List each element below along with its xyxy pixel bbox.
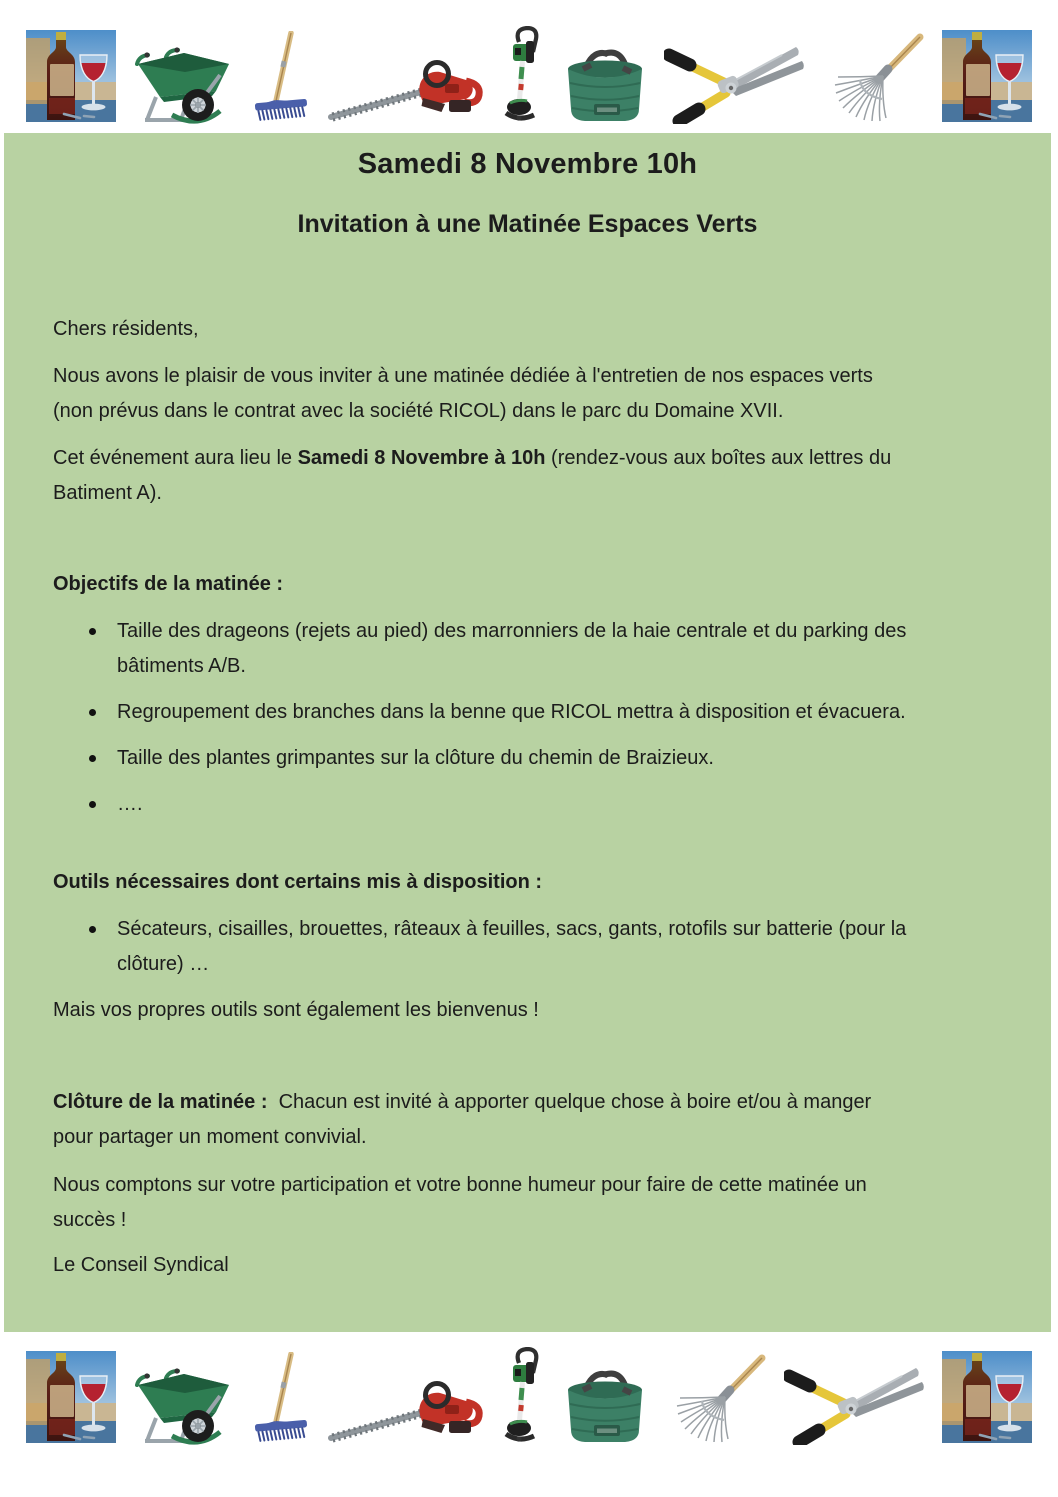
string-trimmer-icon — [501, 26, 547, 123]
text-line — [53, 1091, 871, 1113]
text-line: pour partager un moment convivial. — [53, 1126, 367, 1148]
hedge-trimmer-icon — [327, 1372, 485, 1444]
event-paragraph — [53, 441, 1002, 511]
wine-bottle-photo-icon — [26, 1351, 116, 1443]
list-item-text: Regroupement des branches dans la benne que RICOL mettra à disposition et évacuera. — [117, 701, 906, 723]
top-image-strip — [0, 0, 1058, 133]
fan-rake-icon — [822, 33, 926, 123]
wine-bottle-photo-icon — [942, 30, 1032, 122]
wheelbarrow-icon — [132, 1366, 234, 1446]
wine-bottle-photo-icon — [26, 30, 116, 122]
text-line: Mais vos propres outils sont également les bienvenus ! — [53, 999, 539, 1021]
event-subtitle: Invitation à une Matinée Espaces Verts — [297, 210, 758, 238]
garden-waste-bag-icon — [563, 1369, 647, 1445]
greeting — [53, 312, 1002, 347]
closing-paragraph — [53, 1085, 1002, 1155]
leveling-rake-icon — [251, 1352, 311, 1446]
text-line: Nous avons le plaisir de vous inviter à une matinée dédiée à l'entretien de nos espaces verts — [53, 365, 873, 387]
list-item — [89, 741, 1002, 776]
participation-paragraph — [53, 1168, 1002, 1238]
objectives-heading: Objectifs de la matinée : — [53, 573, 284, 595]
list-item-text: Taille des plantes grimpantes sur la clôture du chemin de Braizieux. — [117, 747, 714, 769]
list-item-text: …. — [117, 793, 143, 815]
list-item-text: Sécateurs, cisailles, brouettes, râteaux à feuilles, sacs, gants, rotofils sur batterie (pour la clôture) … — [117, 918, 907, 975]
hedge-shears-icon — [784, 1353, 926, 1445]
text-line: Batiment A). — [53, 482, 162, 504]
string-trimmer-icon — [501, 1347, 547, 1444]
bullet-dot-icon — [89, 755, 96, 762]
objectives-list — [53, 614, 1002, 822]
closing-tail: Chacun est invité à apporter quelque chose à boire et/ou à manger — [267, 1091, 872, 1113]
letter-body — [53, 312, 1002, 1283]
list-item — [89, 912, 1002, 982]
bullet-dot-icon — [89, 709, 96, 716]
tools-list — [53, 912, 1002, 982]
list-item — [89, 787, 1002, 822]
tools-note — [53, 993, 1002, 1028]
wine-bottle-photo-icon — [942, 1351, 1032, 1443]
list-item — [89, 695, 1002, 730]
bullet-dot-icon — [89, 628, 96, 635]
hedge-trimmer-icon — [327, 51, 485, 123]
garden-waste-bag-icon — [563, 48, 647, 124]
event-lead: Cet événement aura lieu le — [53, 447, 298, 469]
leveling-rake-icon — [251, 31, 311, 125]
text-line: (non prévus dans le contrat avec la société RICOL) dans le parc du Domaine XVII. — [53, 400, 784, 422]
fan-rake-icon — [664, 1354, 768, 1444]
signature: Le Conseil Syndical — [53, 1254, 229, 1276]
closing-bold: Clôture de la matinée : — [53, 1091, 268, 1113]
hedge-shears-icon — [664, 32, 806, 124]
bullet-dot-icon — [89, 926, 96, 933]
text-line: Chers résidents, — [53, 318, 199, 340]
bullet-dot-icon — [89, 801, 96, 808]
event-date-bold: Samedi 8 Novembre à 10h — [297, 447, 546, 469]
event-title: Samedi 8 Novembre 10h — [357, 148, 698, 180]
text-line — [53, 447, 891, 469]
text-line: succès ! — [53, 1209, 127, 1231]
content-panel — [4, 133, 1051, 1332]
list-item — [89, 614, 1002, 684]
text-line: Nous comptons sur votre participation et votre bonne humeur pour faire de cette matinée un — [53, 1174, 867, 1196]
list-item-text: Taille des drageons (rejets au pied) des marronniers de la haie centrale et du parking des bâtiments A/B. — [117, 620, 907, 677]
event-tail: (rendez-vous aux boîtes aux lettres du — [545, 447, 892, 469]
intro-paragraph — [53, 359, 1002, 429]
tools-heading: Outils nécessaires dont certains mis à disposition : — [53, 871, 543, 893]
wheelbarrow-icon — [132, 45, 234, 125]
bottom-image-strip — [0, 1332, 1058, 1497]
